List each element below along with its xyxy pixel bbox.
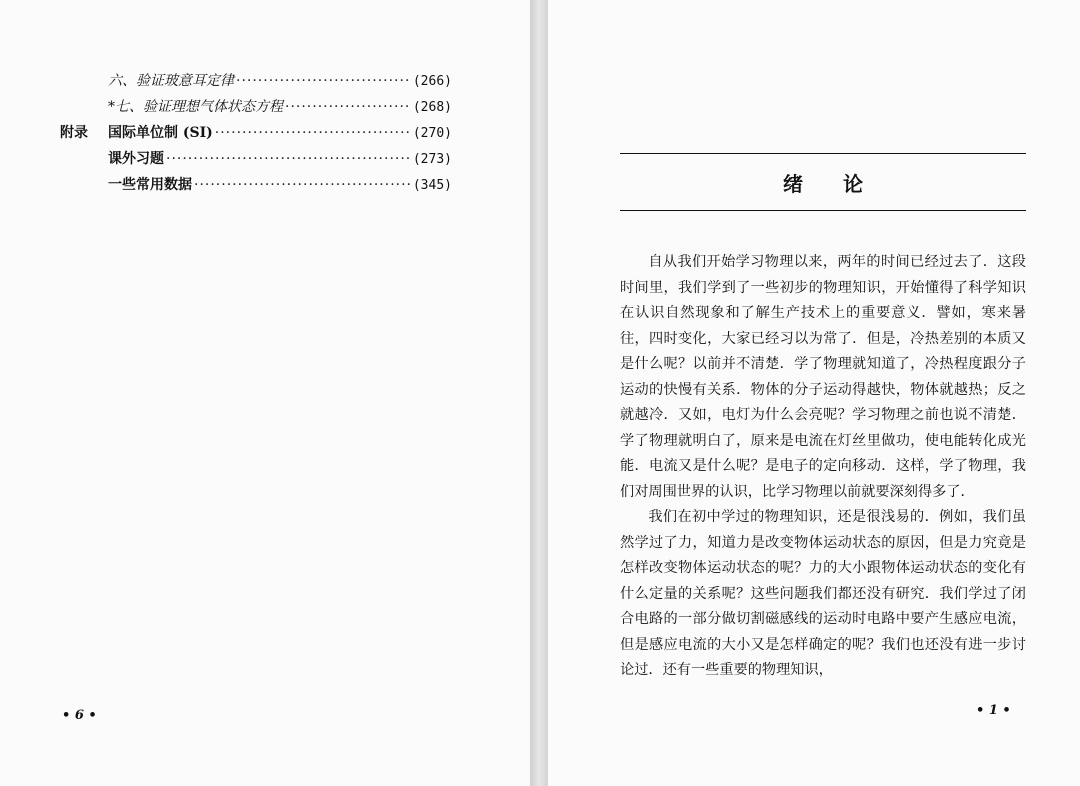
book-gutter [530, 0, 548, 786]
toc-title: *七、验证理想气体状态方程 [108, 99, 283, 115]
toc-page-number: (345) [412, 178, 452, 193]
page-number-right: • 1 • [976, 703, 1011, 718]
title-rule-top [620, 153, 1026, 154]
toc-entry[interactable] [60, 96, 452, 122]
table-of-contents [60, 70, 452, 200]
paragraph: 自从我们开始学习物理以来，两年的时间已经过去了．这段时间里，我们学到了一些初步的物理知识，开始懂得了科学知识在认识自然现象和了解生产技术上的重要意义．譬如，寒来暑往，四时变化，大家已经习以为常了．但是，冷热差别的本质又是什么呢？以前并不清楚．学了物理就知道了，冷热程度跟分子运动的快慢有关系．物体的分子运动得越快，物体就越热；反之就越冷．又如，电灯为什么会亮呢？学习物理之前也说不清楚．学了物理就明白了，原来是电流在灯丝里做功，使电能转化成光能．电流又是什么呢？是电子的定向移动．这样，学了物理，我们对周围世界的认识，比学习物理以前就要深刻得多了． [620, 254, 1026, 500]
toc-title: 国际单位制 (SI) [108, 125, 213, 141]
toc-page-number: (270) [412, 126, 452, 141]
toc-leader-dots [236, 73, 411, 89]
toc-entry[interactable] [60, 174, 452, 200]
toc-entry[interactable] [60, 148, 452, 174]
toc-title: 六、验证玻意耳定律 [108, 73, 234, 89]
toc-prefix: 附录 [60, 125, 88, 141]
toc-leader-dots [194, 177, 411, 193]
toc-title: 一些常用数据 [108, 177, 192, 193]
title-rule-bottom [620, 210, 1026, 211]
toc-leader-dots [215, 125, 411, 141]
toc-leader-dots [285, 99, 411, 115]
toc-title: 课外习题 [108, 151, 164, 167]
toc-page-number: (268) [412, 100, 452, 115]
right-page [548, 0, 1080, 786]
toc-page-number: (273) [412, 152, 452, 167]
toc-page-number: (266) [412, 74, 452, 89]
toc-entry[interactable] [60, 70, 452, 96]
body-text [620, 250, 1026, 684]
toc-entry[interactable] [60, 122, 452, 148]
chapter-title: 绪论 [783, 172, 903, 196]
paragraph: 我们在初中学过的物理知识，还是很浅易的．例如，我们虽然学过了力，知道力是改变物体运动状态的原因，但是力究竟是怎样改变物体运动状态的呢？力的大小跟物体运动状态的变化有什么定量的关系呢？这些问题我们都还没有研究．我们学过了闭合电路的一部分做切割磁感线的运动时电路中要产生感应电流，但是感应电流的大小又是怎样确定的呢？我们也还没有进一步讨论过．还有一些重要的物理知识， [620, 509, 1026, 678]
toc-leader-dots [166, 151, 411, 167]
page-number-left: • 6 • [62, 708, 97, 723]
left-page [0, 0, 530, 786]
